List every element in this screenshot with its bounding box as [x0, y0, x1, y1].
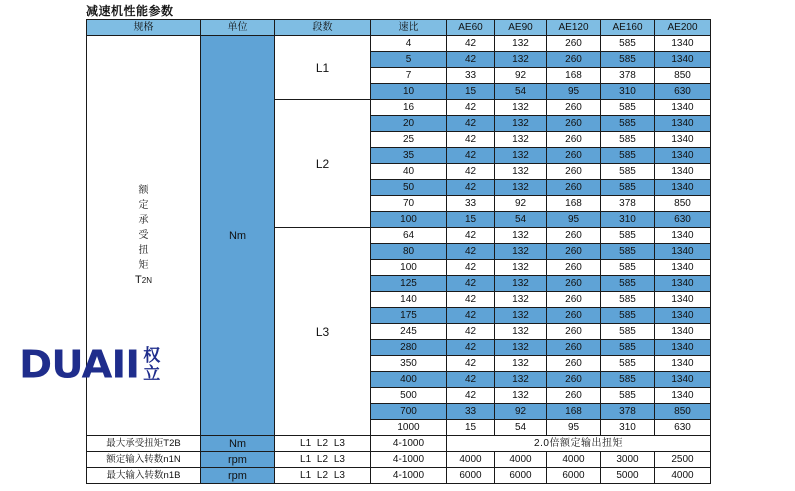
value-cell: 132 [495, 308, 547, 324]
value-cell: 132 [495, 148, 547, 164]
value-cell: 585 [601, 228, 655, 244]
footer-label: 最大输入转数n1B [87, 468, 201, 484]
value-cell: 42 [447, 340, 495, 356]
value-cell: 585 [601, 100, 655, 116]
value-cell: 260 [547, 100, 601, 116]
column-header: 速比 [371, 20, 447, 36]
value-cell: 132 [495, 276, 547, 292]
column-header: AE120 [547, 20, 601, 36]
value-cell: 585 [601, 116, 655, 132]
value-cell: 260 [547, 36, 601, 52]
value-cell: 378 [601, 404, 655, 420]
value-cell: 260 [547, 52, 601, 68]
value-cell: 42 [447, 36, 495, 52]
value-cell: 132 [495, 244, 547, 260]
value-cell: 585 [601, 276, 655, 292]
value-cell: 168 [547, 196, 601, 212]
value-cell: 168 [547, 404, 601, 420]
ratio-cell: 100 [371, 212, 447, 228]
brand-logo [19, 340, 160, 390]
value-cell: 33 [447, 196, 495, 212]
value-cell: 1340 [655, 260, 711, 276]
performance-table [86, 19, 711, 484]
value-cell: 15 [447, 212, 495, 228]
value-cell: 33 [447, 68, 495, 84]
value-cell: 168 [547, 68, 601, 84]
ratio-cell: 7 [371, 68, 447, 84]
value-cell: 1340 [655, 372, 711, 388]
ratio-cell: 4 [371, 36, 447, 52]
footer-ratio: 4-1000 [371, 468, 447, 484]
footer-stages: L1 L2 L3 [275, 468, 371, 484]
value-cell: 92 [495, 68, 547, 84]
value-cell: 132 [495, 100, 547, 116]
column-header: 段数 [275, 20, 371, 36]
footer-note: 2.0倍额定输出扭矩 [447, 436, 711, 452]
value-cell: 1340 [655, 116, 711, 132]
ratio-cell: 700 [371, 404, 447, 420]
value-cell: 54 [495, 84, 547, 100]
ratio-cell: 350 [371, 356, 447, 372]
value-cell: 132 [495, 388, 547, 404]
value-cell: 850 [655, 404, 711, 420]
value-cell: 1340 [655, 132, 711, 148]
spec-symbol-subscript: 2N [141, 276, 152, 285]
value-cell: 378 [601, 68, 655, 84]
footer-row [87, 436, 711, 452]
value-cell: 260 [547, 388, 601, 404]
logo-chinese [143, 347, 160, 383]
value-cell: 95 [547, 212, 601, 228]
footer-stages: L1 L2 L3 [275, 452, 371, 468]
spec-name-vertical [135, 183, 152, 288]
value-cell: 310 [601, 420, 655, 436]
value-cell: 585 [601, 388, 655, 404]
value-cell: 42 [447, 132, 495, 148]
value-cell: 1340 [655, 388, 711, 404]
value-cell: 585 [601, 324, 655, 340]
spec-name-char: 受 [138, 230, 149, 241]
value-cell: 132 [495, 228, 547, 244]
ratio-cell: 25 [371, 132, 447, 148]
value-cell: 1340 [655, 308, 711, 324]
value-cell: 585 [601, 356, 655, 372]
ratio-cell: 1000 [371, 420, 447, 436]
footer-value: 4000 [447, 452, 495, 468]
value-cell: 1340 [655, 276, 711, 292]
footer-value: 6000 [447, 468, 495, 484]
stage-cell: L3 [275, 228, 371, 436]
value-cell: 42 [447, 228, 495, 244]
value-cell: 260 [547, 276, 601, 292]
value-cell: 42 [447, 100, 495, 116]
value-cell: 132 [495, 36, 547, 52]
value-cell: 260 [547, 116, 601, 132]
value-cell: 1340 [655, 228, 711, 244]
value-cell: 1340 [655, 164, 711, 180]
value-cell: 42 [447, 116, 495, 132]
value-cell: 42 [447, 180, 495, 196]
value-cell: 42 [447, 292, 495, 308]
value-cell: 260 [547, 308, 601, 324]
page-title: 减速机性能参数 [86, 4, 174, 18]
value-cell: 260 [547, 180, 601, 196]
footer-unit: rpm [201, 468, 275, 484]
ratio-cell: 16 [371, 100, 447, 116]
ratio-cell: 100 [371, 260, 447, 276]
value-cell: 132 [495, 260, 547, 276]
ratio-cell: 50 [371, 180, 447, 196]
value-cell: 260 [547, 148, 601, 164]
unit-cell: Nm [201, 36, 275, 436]
ratio-cell: 140 [371, 292, 447, 308]
column-header: 单位 [201, 20, 275, 36]
value-cell: 585 [601, 292, 655, 308]
value-cell: 260 [547, 244, 601, 260]
ratio-cell: 5 [371, 52, 447, 68]
value-cell: 378 [601, 196, 655, 212]
value-cell: 42 [447, 324, 495, 340]
value-cell: 260 [547, 164, 601, 180]
value-cell: 260 [547, 132, 601, 148]
value-cell: 1340 [655, 292, 711, 308]
value-cell: 132 [495, 340, 547, 356]
value-cell: 42 [447, 388, 495, 404]
value-cell: 585 [601, 244, 655, 260]
value-cell: 92 [495, 404, 547, 420]
footer-row [87, 468, 711, 484]
table-row [87, 36, 711, 52]
value-cell: 42 [447, 260, 495, 276]
value-cell: 1340 [655, 244, 711, 260]
ratio-cell: 500 [371, 388, 447, 404]
value-cell: 15 [447, 84, 495, 100]
value-cell: 1340 [655, 100, 711, 116]
logo-cn-bottom: 立 [143, 364, 161, 384]
value-cell: 260 [547, 340, 601, 356]
value-cell: 132 [495, 356, 547, 372]
value-cell: 260 [547, 292, 601, 308]
value-cell: 585 [601, 180, 655, 196]
column-header: 规格 [87, 20, 201, 36]
spec-symbol-main: T [135, 274, 142, 286]
value-cell: 630 [655, 212, 711, 228]
value-cell: 1340 [655, 148, 711, 164]
value-cell: 260 [547, 324, 601, 340]
column-header: AE90 [495, 20, 547, 36]
ratio-cell: 35 [371, 148, 447, 164]
value-cell: 1340 [655, 356, 711, 372]
value-cell: 585 [601, 132, 655, 148]
value-cell: 54 [495, 212, 547, 228]
value-cell: 585 [601, 340, 655, 356]
value-cell: 132 [495, 164, 547, 180]
value-cell: 132 [495, 372, 547, 388]
stage-cell: L2 [275, 100, 371, 228]
value-cell: 850 [655, 196, 711, 212]
value-cell: 585 [601, 308, 655, 324]
value-cell: 850 [655, 68, 711, 84]
value-cell: 95 [547, 84, 601, 100]
ratio-cell: 40 [371, 164, 447, 180]
value-cell: 310 [601, 84, 655, 100]
value-cell: 132 [495, 180, 547, 196]
spec-symbol [135, 273, 152, 288]
footer-value: 4000 [655, 468, 711, 484]
ratio-cell: 245 [371, 324, 447, 340]
footer-label: 最大承受扭矩T2B [87, 436, 201, 452]
value-cell: 1340 [655, 180, 711, 196]
spec-name-char: 承 [138, 215, 149, 226]
footer-value: 2500 [655, 452, 711, 468]
value-cell: 132 [495, 52, 547, 68]
footer-stages: L1 L2 L3 [275, 436, 371, 452]
value-cell: 42 [447, 356, 495, 372]
footer-value: 4000 [495, 452, 547, 468]
value-cell: 630 [655, 420, 711, 436]
value-cell: 310 [601, 212, 655, 228]
footer-value: 6000 [495, 468, 547, 484]
value-cell: 42 [447, 52, 495, 68]
value-cell: 260 [547, 228, 601, 244]
value-cell: 42 [447, 164, 495, 180]
value-cell: 1340 [655, 36, 711, 52]
value-cell: 42 [447, 276, 495, 292]
value-cell: 42 [447, 308, 495, 324]
spec-name-char: 矩 [138, 260, 149, 271]
logo-text-main: DUAII [19, 343, 140, 387]
value-cell: 630 [655, 84, 711, 100]
spec-name-char: 额 [138, 185, 149, 196]
ratio-cell: 10 [371, 84, 447, 100]
value-cell: 42 [447, 372, 495, 388]
value-cell: 132 [495, 132, 547, 148]
footer-value: 6000 [547, 468, 601, 484]
value-cell: 585 [601, 52, 655, 68]
value-cell: 15 [447, 420, 495, 436]
value-cell: 132 [495, 116, 547, 132]
value-cell: 33 [447, 404, 495, 420]
ratio-cell: 125 [371, 276, 447, 292]
column-header: AE200 [655, 20, 711, 36]
value-cell: 585 [601, 36, 655, 52]
value-cell: 1340 [655, 340, 711, 356]
footer-ratio: 4-1000 [371, 452, 447, 468]
value-cell: 260 [547, 260, 601, 276]
column-header: AE160 [601, 20, 655, 36]
value-cell: 54 [495, 420, 547, 436]
footer-value: 5000 [601, 468, 655, 484]
value-cell: 42 [447, 244, 495, 260]
value-cell: 585 [601, 260, 655, 276]
value-cell: 132 [495, 324, 547, 340]
value-cell: 1340 [655, 52, 711, 68]
stage-cell: L1 [275, 36, 371, 100]
footer-value: 4000 [547, 452, 601, 468]
footer-label: 额定输入转数n1N [87, 452, 201, 468]
footer-unit: rpm [201, 452, 275, 468]
footer-value: 3000 [601, 452, 655, 468]
logo-cn-top: 权 [143, 346, 161, 366]
value-cell: 585 [601, 148, 655, 164]
ratio-cell: 175 [371, 308, 447, 324]
value-cell: 132 [495, 292, 547, 308]
table-header-row [87, 20, 711, 36]
footer-row [87, 452, 711, 468]
value-cell: 42 [447, 148, 495, 164]
ratio-cell: 20 [371, 116, 447, 132]
value-cell: 260 [547, 372, 601, 388]
column-header: AE60 [447, 20, 495, 36]
ratio-cell: 400 [371, 372, 447, 388]
logo-wordmark [19, 343, 139, 387]
footer-ratio: 4-1000 [371, 436, 447, 452]
ratio-cell: 80 [371, 244, 447, 260]
footer-unit: Nm [201, 436, 275, 452]
spec-name-char: 定 [138, 200, 149, 211]
value-cell: 92 [495, 196, 547, 212]
ratio-cell: 280 [371, 340, 447, 356]
value-cell: 260 [547, 356, 601, 372]
spec-name-char: 扭 [138, 245, 149, 256]
ratio-cell: 64 [371, 228, 447, 244]
value-cell: 95 [547, 420, 601, 436]
value-cell: 585 [601, 372, 655, 388]
value-cell: 1340 [655, 324, 711, 340]
ratio-cell: 70 [371, 196, 447, 212]
value-cell: 585 [601, 164, 655, 180]
